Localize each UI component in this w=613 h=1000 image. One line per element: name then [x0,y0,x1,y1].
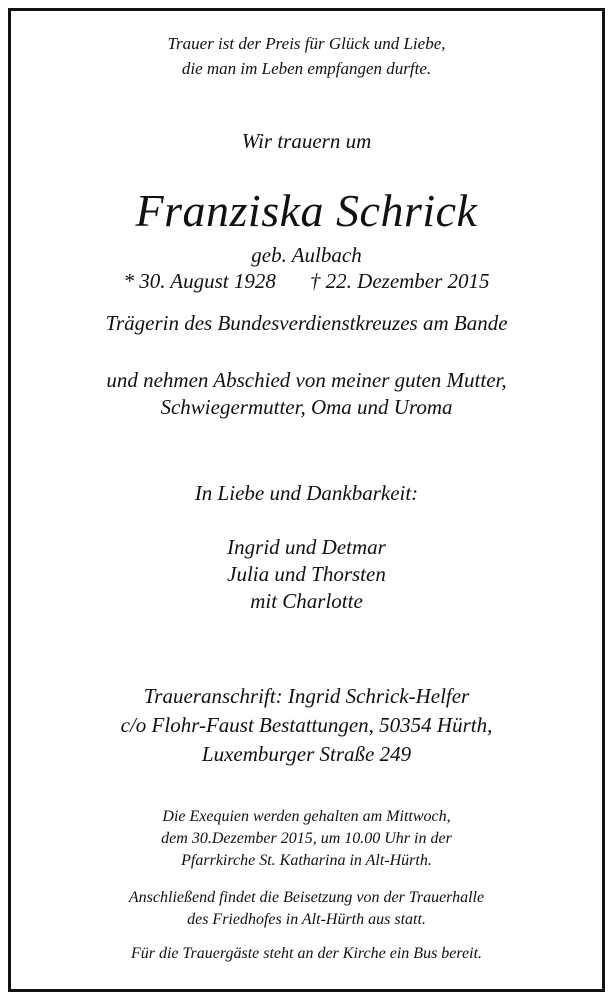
family-member: Ingrid und Detmar [227,535,386,559]
family-member: mit Charlotte [250,589,363,613]
deceased-name: Franziska Schrick [135,185,478,236]
service-info [0,806,613,872]
service-line: Pfarrkirche St. Katharina in Alt-Hürth. [181,852,432,869]
mourning-address [0,682,613,769]
family-list [0,534,613,615]
service-line: dem 30.Dezember 2015, um 10.00 Uhr in der [161,830,452,847]
family-member: Julia und Thorsten [227,562,386,586]
address-line: c/o Flohr-Faust Bestattungen, 50354 Hürth, [120,713,493,737]
gratitude-line: In Liebe und Dankbarkeit: [194,481,419,505]
address-line: Traueranschrift: Ingrid Schrick-Helfer [143,684,470,708]
honor-line: Trägerin des Bundesverdienstkreuzes am Bande [105,311,508,335]
address-line: Luxemburger Straße 249 [201,742,412,766]
bus-note: Für die Trauergäste steht an der Kirche ein Bus bereit. [130,945,483,962]
motto-line: die man im Leben empfangen durfte. [181,59,432,78]
burial-line: Anschließend findet die Beisetzung von der Trauerhalle [128,889,485,906]
farewell-line: Schwiegermutter, Oma und Uroma [160,395,453,419]
death-date: † 22. Dezember 2015 [309,269,490,293]
life-dates [0,268,613,294]
birth-date: * 30. August 1928 [123,269,276,293]
farewell-text [0,367,613,421]
motto-line: Trauer ist der Preis für Glück und Liebe, [167,34,446,53]
service-line: Die Exequien werden gehalten am Mittwoch, [162,808,451,825]
burial-info [0,887,613,931]
motto-quote [0,31,613,81]
maiden-name: geb. Aulbach [251,243,362,267]
farewell-line: und nehmen Abschied von meiner guten Mutter, [106,368,507,392]
burial-line: des Friedhofes in Alt-Hürth aus statt. [187,911,426,928]
intro-text: Wir trauern um [241,129,372,153]
